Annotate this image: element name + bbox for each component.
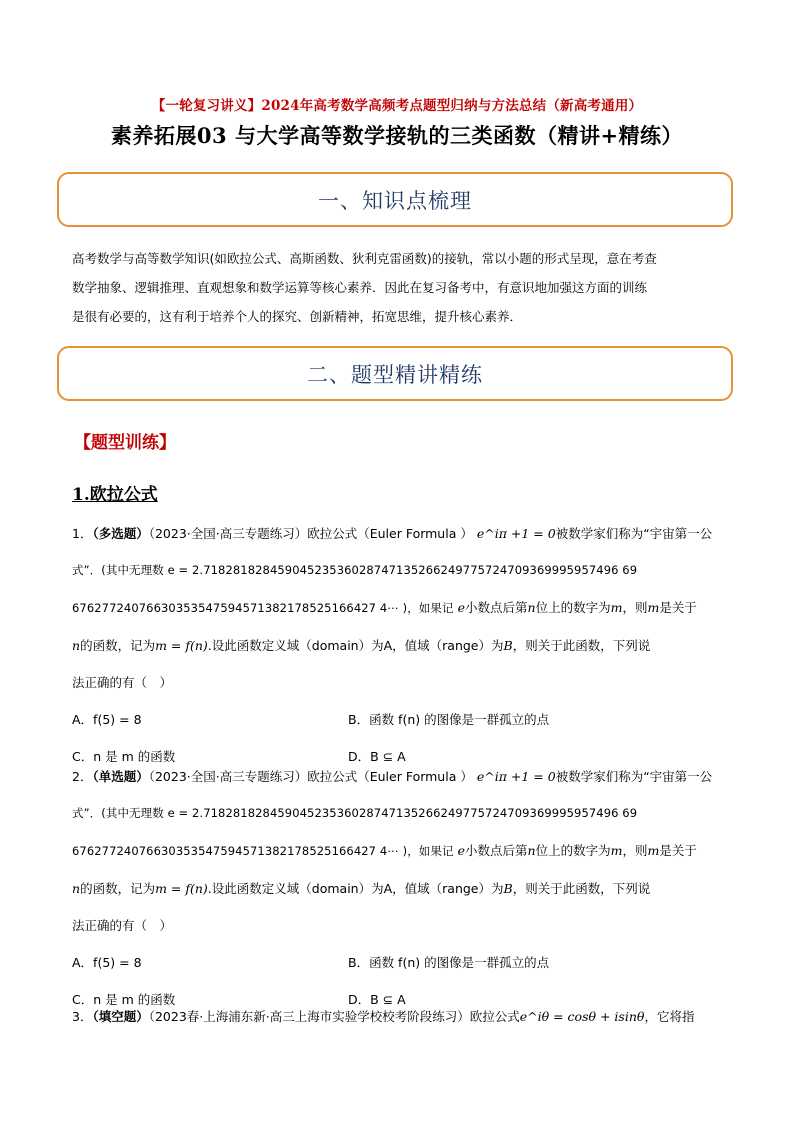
question-type: （填空题） (92, 1009, 149, 1024)
question-type: （多选题） (92, 526, 149, 541)
var: e (457, 843, 465, 858)
formula: m = f(n) (155, 881, 208, 896)
option-a: A．f(5) = 8 (72, 712, 142, 727)
question-source: （2023·全国·高三专题练习）欧拉公式（Euler Formula ） (148, 526, 473, 541)
question-text: 的函数，记为 (80, 638, 156, 653)
var: m (610, 600, 623, 615)
question-text: 法正确的有（ ） (72, 675, 173, 690)
question-text: 67627724076630353547594571382178525166427 4⋯ )，如果记 (72, 601, 454, 615)
question-text: 小数点后第 (465, 843, 528, 858)
var: n (527, 843, 536, 858)
question-text: 67627724076630353547594571382178525166427 4⋯ )，如果记 (72, 844, 454, 858)
section-title: 二、题型精讲精练 (307, 362, 483, 387)
var: e (457, 600, 465, 615)
option-b: B．函数 f(n) 的图像是一群孤立的点 (348, 955, 550, 970)
option-c: C．n 是 m 的函数 (72, 749, 176, 764)
question-number: 2． (72, 769, 93, 784)
option-d: D．B ⊆ A (348, 992, 406, 1007)
heading-euler: 1.欧拉公式 (72, 485, 158, 505)
question-text: 式”．(其中无理数 e = 2.71828182845904523536028747135266249775724709369995957496 69 (72, 806, 638, 820)
question-text: ，它将指 (644, 1009, 695, 1024)
option-a: A．f(5) = 8 (72, 955, 142, 970)
question-text: 的函数，记为 (80, 881, 156, 896)
question-2: 2．（单选题）（2023·全国·高三专题练习）欧拉公式（Euler Formula ） e^iπ +1 = 0被数学家们称为“宇宙第一公 式”．(其中无理数 e = 2.71828182845904523536028747135266249775724709369995957496 69 67627724076630353547594571382178525166427 4⋯ )，如果记 e小数点后第n位上的数字为m，则m是关于 n的函数，记为m = f(n).设此函数定义域（domain）为A，值域（range）为B，则关于此函数，下列说 法正确的有（ ） A．f(5) = 8 B．函数 f(n) 的图像是一群孤立的点 C．n 是 m 的函数 D．B ⊆ A (72, 758, 724, 1018)
formula: e^iπ +1 = 0 (476, 526, 556, 541)
var: n (72, 638, 81, 653)
question-text: 是关于 (659, 600, 697, 615)
page-title: 素养拓展03 与大学高等数学接轨的三类函数（精讲+精练） (110, 123, 684, 148)
question-text: 位上的数字为 (535, 600, 611, 615)
option-d: D．B ⊆ A (348, 749, 406, 764)
question-text: 是关于 (659, 843, 697, 858)
intro-line: 高考数学与高等数学知识(如欧拉公式、高斯函数、狄利克雷函数)的接轨，常以小题的形式呈现，意在考查 (72, 251, 657, 266)
question-text: ，则关于此函数，下列说 (512, 881, 651, 896)
question-text: ，则关于此函数，下列说 (512, 638, 651, 653)
formula: e^iπ +1 = 0 (476, 769, 556, 784)
option-c: C．n 是 m 的函数 (72, 992, 176, 1007)
question-text: 式”．(其中无理数 e = 2.71828182845904523536028747135266249775724709369995957496 69 (72, 563, 638, 577)
training-label: 【题型训练】 (74, 433, 176, 453)
header-series: 【一轮复习讲义】2024年高考数学高频考点题型归纳与方法总结（新高考通用） (151, 98, 643, 114)
question-text: ，则 (622, 843, 648, 858)
var: n (72, 881, 81, 896)
var: m (647, 600, 660, 615)
question-type: （单选题） (92, 769, 149, 784)
intro-line: 是很有必要的，这有利于培养个人的探究、创新精神，拓宽思维，提升核心素养． (72, 309, 523, 324)
question-number: 1． (72, 526, 93, 541)
question-text: 位上的数字为 (535, 843, 611, 858)
question-3 (72, 998, 724, 1035)
question-text: 设此函数定义域（domain）为A，值域（range）为 (211, 638, 504, 653)
var: n (527, 600, 536, 615)
var: B (503, 881, 513, 896)
section-title: 一、知识点梳理 (318, 188, 472, 213)
question-source: （2023·全国·高三专题练习）欧拉公式（Euler Formula ） (148, 769, 473, 784)
section-box-practice (57, 346, 733, 401)
question-source: （2023春·上海浦东新·高三上海市实验学校校考阶段练习）欧拉公式 (148, 1009, 520, 1024)
question-1: 1．（多选题）（2023·全国·高三专题练习）欧拉公式（Euler Formula ） e^iπ +1 = 0被数学家们称为“宇宙第一公 式”．(其中无理数 e = 2.71828182845904523536028747135266249775724709369995957496 69 67627724076630353547594571382178525166427 4⋯ )，如果记 e小数点后第n位上的数字为m，则m是关于 n的函数，记为m = f(n).设此函数定义域（domain）为A，值域（range）为B，则关于此函数，下列说 法正确的有（ ） A．f(5) = 8 B．函数 f(n) 的图像是一群孤立的点 C．n 是 m 的函数 D．B ⊆ A (72, 515, 724, 775)
question-number: 3． (72, 1009, 93, 1024)
question-text: 法正确的有（ ） (72, 918, 173, 933)
var: B (503, 638, 513, 653)
section-box-knowledge (57, 172, 733, 227)
question-text: ，则 (622, 600, 648, 615)
var: m (647, 843, 660, 858)
var: m (610, 843, 623, 858)
question-text: 设此函数定义域（domain）为A，值域（range）为 (211, 881, 504, 896)
formula: m = f(n) (155, 638, 208, 653)
intro-line: 数学抽象、逻辑推理、直观想象和数学运算等核心素养．因此在复习备考中，有意识地加强这方面的训练 (72, 280, 648, 295)
intro-paragraph (72, 244, 722, 331)
option-b: B．函数 f(n) 的图像是一群孤立的点 (348, 712, 550, 727)
formula: e^iθ = cosθ + isinθ (519, 1009, 645, 1024)
question-text: 被数学家们称为“宇宙第一公 (555, 526, 713, 541)
question-text: 被数学家们称为“宇宙第一公 (555, 769, 713, 784)
question-text: 小数点后第 (465, 600, 528, 615)
